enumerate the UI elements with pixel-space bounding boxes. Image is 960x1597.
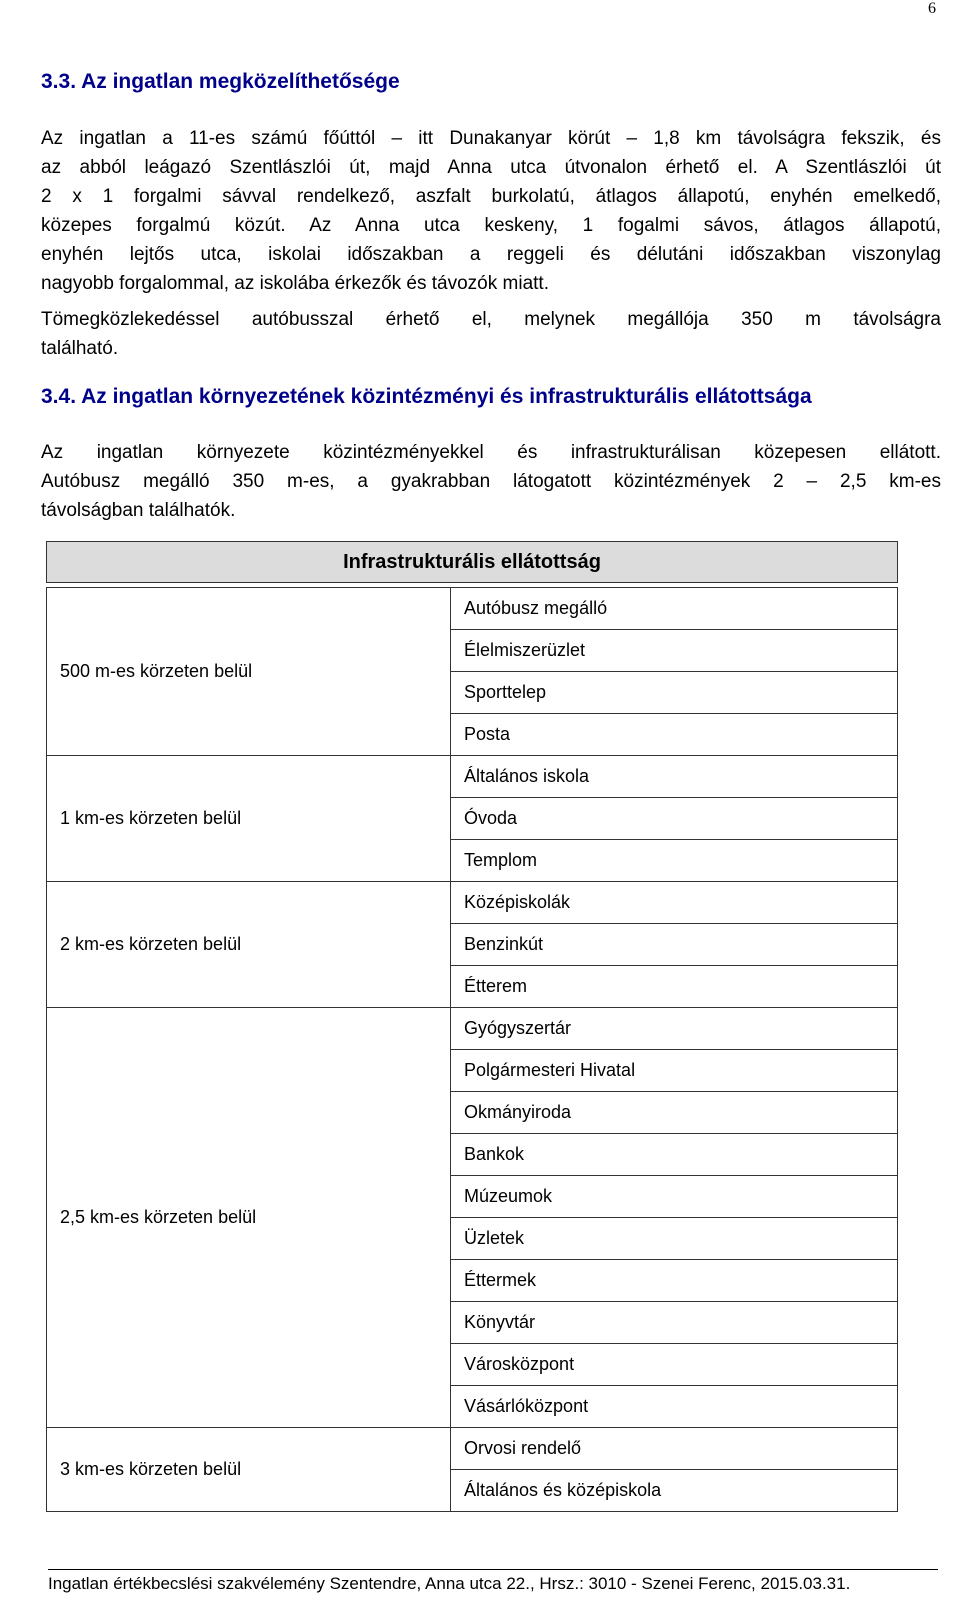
facility-cell: Középiskolák [451, 882, 898, 924]
zone-cell: 3 km-es körzeten belül [47, 1428, 451, 1512]
facility-cell: Könyvtár [451, 1302, 898, 1344]
facility-cell: Élelmiszerüzlet [451, 630, 898, 672]
table-body [47, 588, 898, 1512]
table-row [47, 756, 898, 798]
facility-cell: Üzletek [451, 1218, 898, 1260]
page-footer: Ingatlan értékbecslési szakvélemény Szentendre, Anna utca 22., Hrsz.: 3010 - Szenei Ferenc, 2015.03.31. [48, 1569, 938, 1594]
text-line: Autóbusz megálló 350 m-es, a gyakrabban látogatott közintézmények 2 – 2,5 km-es [41, 471, 941, 492]
text-line: távolságban találhatók. [41, 500, 236, 521]
facility-cell: Sporttelep [451, 672, 898, 714]
text-line: 2 x 1 forgalmi sávval rendelkező, aszfalt burkolatú, átlagos állapotú, enyhén emelkedő, [41, 186, 941, 207]
text-line: enyhén lejtős utca, iskolai időszakban a reggeli és délutáni időszakban viszonylag [41, 244, 941, 265]
facility-cell: Vásárlóközpont [451, 1386, 898, 1428]
facility-cell: Gyógyszertár [451, 1008, 898, 1050]
table-row [47, 588, 898, 630]
facility-cell: Múzeumok [451, 1176, 898, 1218]
text-line: nagyobb forgalommal, az iskolába érkezők és távozók miatt. [41, 273, 549, 294]
facility-cell: Óvoda [451, 798, 898, 840]
facility-cell: Polgármesteri Hivatal [451, 1050, 898, 1092]
facility-cell: Általános és középiskola [451, 1470, 898, 1512]
table-row [47, 1428, 898, 1470]
text-line: Az ingatlan környezete közintézményekkel és infrastrukturálisan közepesen ellátott. [41, 442, 941, 463]
facility-cell: Bankok [451, 1134, 898, 1176]
section-number: 3.4. [41, 385, 77, 408]
table-row [47, 1008, 898, 1050]
facility-cell: Templom [451, 840, 898, 882]
infrastructure-table [46, 541, 898, 1512]
zone-cell: 2 km-es körzeten belül [47, 882, 451, 1008]
facility-cell: Éttermek [451, 1260, 898, 1302]
zone-cell: 1 km-es körzeten belül [47, 756, 451, 882]
facility-cell: Orvosi rendelő [451, 1428, 898, 1470]
text-line: található. [41, 338, 119, 359]
section-title: Az ingatlan környezetének közintézményi és infrastrukturális ellátottsága [81, 385, 812, 408]
facility-cell: Posta [451, 714, 898, 756]
facility-cell: Okmányiroda [451, 1092, 898, 1134]
table-header-row [47, 542, 898, 583]
page-number: 6 [928, 0, 936, 17]
text-line: Tömegközlekedéssel autóbusszal érhető el, melynek megállója 350 m távolságra [41, 309, 941, 330]
section-title: Az ingatlan megközelíthetősége [81, 70, 400, 93]
paragraph-infrastructure [41, 438, 941, 525]
facility-cell: Étterem [451, 966, 898, 1008]
section-heading-3-4 [41, 385, 812, 409]
facility-cell: Benzinkút [451, 924, 898, 966]
paragraph-transit [41, 305, 941, 363]
text-line: az abból leágazó Szentlászlói út, majd Anna utca útvonalon érhető el. A Szentlászlói út [41, 157, 941, 178]
table-header: Infrastrukturális ellátottság [47, 542, 898, 583]
table-row [47, 882, 898, 924]
zone-cell: 500 m-es körzeten belül [47, 588, 451, 756]
facility-cell: Autóbusz megálló [451, 588, 898, 630]
facility-cell: Városközpont [451, 1344, 898, 1386]
section-number: 3.3. [41, 70, 77, 93]
text-line: közepes forgalmú közút. Az Anna utca keskeny, 1 fogalmi sávos, átlagos állapotú, [41, 215, 941, 236]
zone-cell: 2,5 km-es körzeten belül [47, 1008, 451, 1428]
facility-cell: Általános iskola [451, 756, 898, 798]
paragraph-access [41, 124, 941, 298]
text-line: Az ingatlan a 11-es számú főúttól – itt Dunakanyar körút – 1,8 km távolságra fekszik, és [41, 128, 941, 149]
section-heading-3-3 [41, 70, 400, 94]
